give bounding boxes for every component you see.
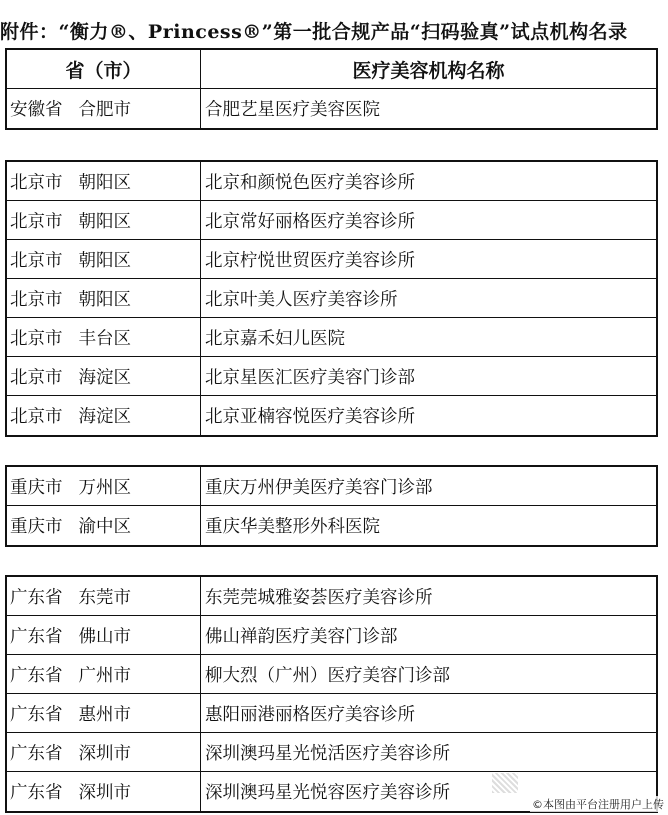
- region-cell: 北京市 朝阳区: [7, 162, 201, 200]
- table-row: [7, 467, 656, 506]
- institution-cell: 北京叶美人医疗美容诊所: [205, 289, 398, 310]
- region-cell: 北京市 朝阳区: [7, 279, 201, 317]
- table-row: [7, 318, 656, 357]
- watermark-text: ©本图由平台注册用户上传: [532, 798, 664, 811]
- institution-cell: 北京常好丽格医疗美容诊所: [205, 211, 415, 232]
- region-cell: 广东省 深圳市: [7, 733, 201, 771]
- institution-cell: 合肥艺星医疗美容医院: [205, 100, 380, 120]
- table-row: [7, 162, 656, 201]
- institution-cell: 东莞莞城雅姿荟医疗美容诊所: [205, 587, 433, 608]
- header-province: 省（市）: [7, 50, 201, 88]
- table-row: [7, 694, 656, 733]
- region-cell: 广东省 惠州市: [7, 694, 201, 732]
- region-cell: 北京市 海淀区: [7, 357, 201, 395]
- institution-cell: 柳大烈（广州）医疗美容门诊部: [205, 665, 450, 686]
- region-cell: 广东省 深圳市: [7, 772, 201, 811]
- table-row: [7, 89, 656, 128]
- table-block-beijing: [5, 160, 658, 437]
- region-cell: 北京市 丰台区: [7, 318, 201, 356]
- table-row: [7, 733, 656, 772]
- institution-cell: 深圳澳玛星光悦活医疗美容诊所: [205, 743, 450, 764]
- institution-cell: 北京亚楠容悦医疗美容诊所: [205, 407, 415, 427]
- table-row: [7, 396, 656, 435]
- region-cell: 北京市 海淀区: [7, 396, 201, 435]
- table-row: [7, 279, 656, 318]
- institution-cell: 北京嘉禾妇儿医院: [205, 328, 345, 349]
- institution-cell: 北京星医汇医疗美容门诊部: [205, 367, 415, 388]
- table-row: [7, 655, 656, 694]
- region-cell: 重庆市 万州区: [7, 467, 201, 505]
- institution-cell: 深圳澳玛星光悦容医疗美容诊所: [205, 783, 450, 803]
- document-title: 附件：“衡力®、Princess®”第一批合规产品“扫码验真”试点机构名录: [0, 21, 628, 43]
- table-row: [7, 357, 656, 396]
- region-cell: 北京市 朝阳区: [7, 201, 201, 239]
- table-block-chongqing: [5, 465, 658, 547]
- institution-cell: 佛山禅韵医疗美容门诊部: [205, 626, 398, 647]
- region-cell: 广东省 广州市: [7, 655, 201, 693]
- table-row: [7, 577, 656, 616]
- table-row: [7, 201, 656, 240]
- table-block-anhui: [5, 48, 658, 130]
- region-cell: 重庆市 渝中区: [7, 506, 201, 545]
- header-institution: 医疗美容机构名称: [352, 59, 505, 82]
- region-cell: 安徽省 合肥市: [7, 89, 201, 128]
- region-cell: 北京市 朝阳区: [7, 240, 201, 278]
- watermark-logo: [492, 773, 518, 793]
- region-cell: 广东省 东莞市: [7, 577, 201, 615]
- institution-cell: 北京柠悦世贸医疗美容诊所: [205, 250, 415, 271]
- region-cell: 广东省 佛山市: [7, 616, 201, 654]
- institution-cell: 北京和颜悦色医疗美容诊所: [205, 172, 415, 193]
- table-block-guangdong: [5, 575, 658, 813]
- table-row: [7, 616, 656, 655]
- institution-cell: 重庆万州伊美医疗美容门诊部: [205, 477, 433, 498]
- institution-cell: 重庆华美整形外科医院: [205, 517, 380, 537]
- table-header-row: [7, 50, 656, 89]
- table-row: [7, 506, 656, 545]
- institution-cell: 惠阳丽港丽格医疗美容诊所: [205, 704, 415, 725]
- table-row: [7, 240, 656, 279]
